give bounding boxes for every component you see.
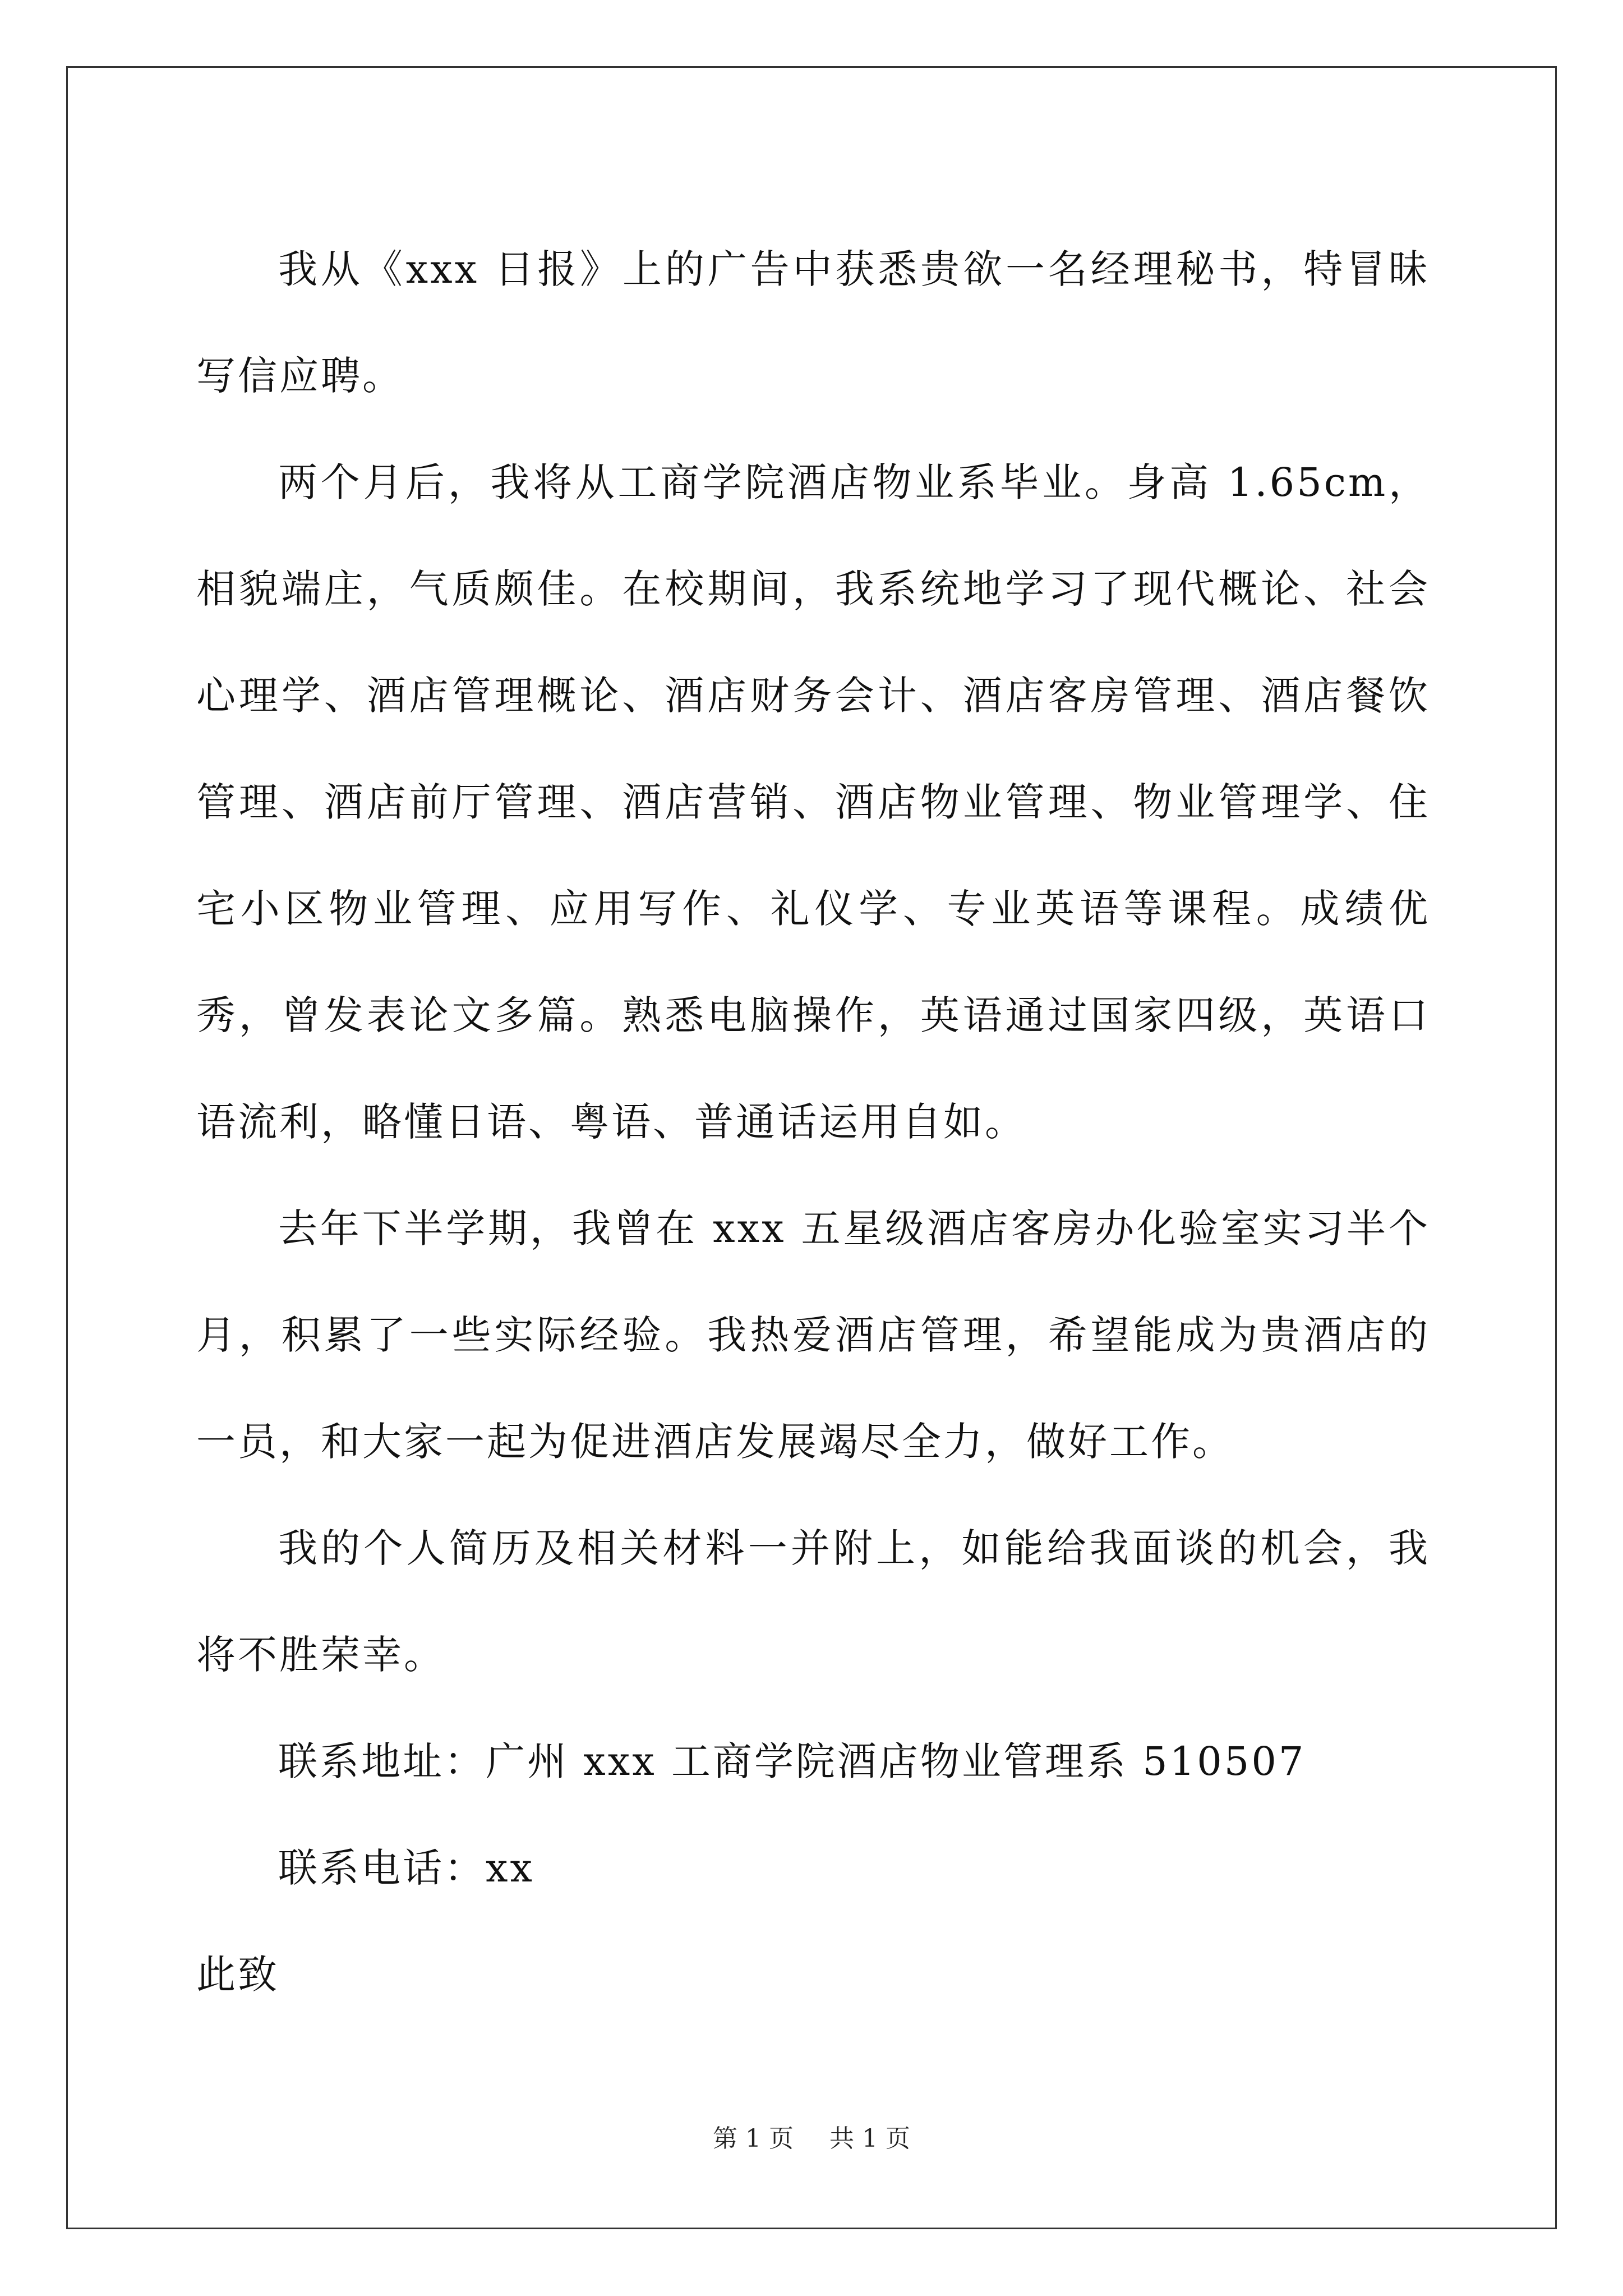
page-total: 共 1 页 [829, 2124, 910, 2153]
contact-address: 联系地址：广州 xxx 工商学院酒店物业管理系 510507 [278, 1738, 1306, 1784]
page-footer [0, 2123, 1623, 2155]
contact-phone: 联系电话：xx [278, 1845, 534, 1891]
page-number: 第 1 页 [713, 2124, 794, 2153]
paragraph-intro: 我从《xxx 日报》上的广告中获悉贵欲一名经理秘书，特冒昧写信应聘。 [196, 246, 1430, 399]
paragraph-education: 两个月后，我将从工商学院酒店物业系毕业。身高 1.65cm，相貌端庄，气质颇佳。在校期间，我系统地学习了现代概论、社会心理学、酒店管理概论、酒店财务会计、酒店客房管理、酒店餐饮管理、酒店前厅管理、酒店营销、酒店物业管理、物业管理学、住宅小区物业管理、应用写作、礼仪学、专业英语等课程。成绩优秀，曾发表论文多篇。熟悉电脑操作，英语通过国家四级，英语口语流利，略懂日语、粤语、普通话运用自如。 [196, 459, 1430, 1145]
paragraph-attachments: 我的个人简历及相关材料一并附上，如能给我面谈的机会，我将不胜荣幸。 [196, 1525, 1430, 1678]
letter-body [196, 216, 1430, 2028]
closing-salutation: 此致 [196, 1952, 279, 1998]
paragraph-experience: 去年下半学期，我曾在 xxx 五星级酒店客房办化验室实习半个月，积累了一些实际经验。我热爱酒店管理，希望能成为贵酒店的一员，和大家一起为促进酒店发展竭尽全力，做好工作。 [196, 1205, 1430, 1465]
